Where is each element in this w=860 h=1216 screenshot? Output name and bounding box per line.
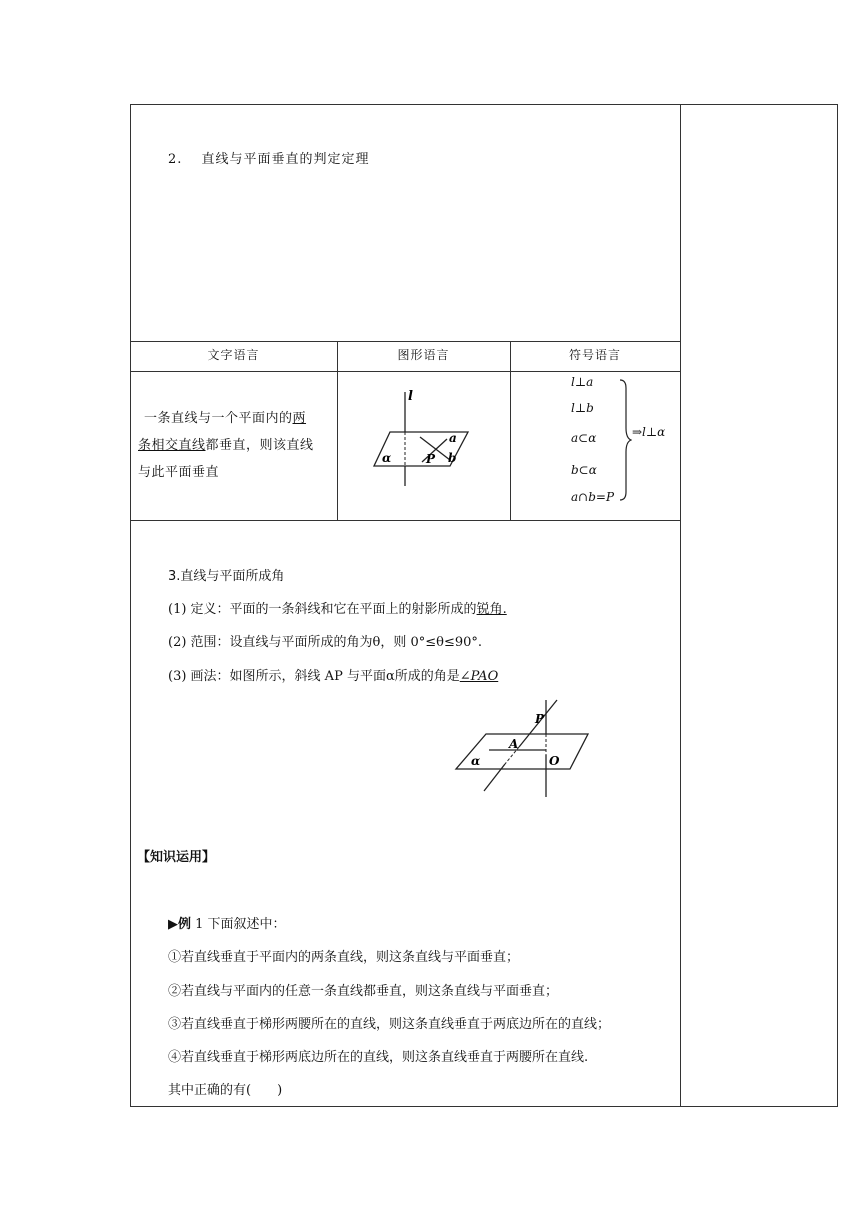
example-1-title: ▶例 1 下面叙述中： bbox=[168, 917, 286, 932]
statement-4: ④若直线垂直于梯形两底边所在的直线，则这条直线垂直于两腰所在直线. bbox=[168, 1050, 589, 1065]
table-col-divider-1 bbox=[337, 341, 338, 521]
section-2-heading: 2. 直线与平面垂直的判定定理 bbox=[168, 152, 370, 167]
table-header-border bbox=[130, 371, 681, 372]
figure1-label-alpha: α bbox=[382, 451, 392, 465]
definition-line: (1) 定义：平面的一条斜线和它在平面上的射影所成的锐角. bbox=[168, 602, 507, 617]
statement-2: ②若直线与平面内的任意一条直线都垂直，则这条直线与平面垂直； bbox=[168, 984, 559, 999]
question-prompt: 其中正确的有( ) bbox=[168, 1083, 283, 1098]
knowledge-application-heading: 【知识运用】 bbox=[137, 850, 216, 865]
section-3-heading: 3.直线与平面所成角 bbox=[168, 569, 285, 584]
symbol-l-perp-b: l⊥b bbox=[571, 401, 594, 415]
table-col-divider-2 bbox=[510, 341, 511, 521]
header-figure-language: 图形语言 bbox=[397, 348, 450, 362]
figure1-label-b: b bbox=[448, 451, 457, 465]
table-bottom-border bbox=[130, 520, 681, 521]
symbol-a-cap-b: a∩b=P bbox=[571, 490, 615, 504]
figure1-label-P: P bbox=[426, 452, 436, 466]
figure2-label-P: P bbox=[535, 712, 545, 726]
perpendicular-theorem-figure bbox=[340, 374, 508, 518]
figure1-label-a: a bbox=[449, 431, 457, 445]
header-symbol-language: 符号语言 bbox=[568, 348, 621, 362]
figure2-label-alpha: α bbox=[471, 754, 481, 768]
figure2-label-A: A bbox=[509, 737, 519, 751]
statement-1: ①若直线垂直于平面内的两条直线，则这条直线与平面垂直； bbox=[168, 950, 520, 965]
symbol-b-subset-alpha: b⊂α bbox=[571, 463, 597, 477]
text-language-cell: 一条直线与一个平面内的两 条相交直线都垂直，则该直线 与此平面垂直 bbox=[138, 411, 314, 480]
figure1-label-l: l bbox=[408, 389, 413, 404]
header-text-language: 文字语言 bbox=[207, 348, 260, 362]
right-brace-icon bbox=[618, 378, 632, 502]
range-line: (2) 范围：设直线与平面所成的角为θ，则 0°≤θ≤90°. bbox=[168, 635, 483, 650]
symbol-a-subset-alpha: a⊂α bbox=[571, 431, 597, 445]
drawing-method-line: (3) 画法：如图所示，斜线 AP 与平面α所成的角是∠PAO bbox=[168, 669, 499, 684]
figure2-label-O: O bbox=[549, 754, 560, 768]
table-top-border bbox=[130, 341, 681, 342]
statement-3: ③若直线垂直于梯形两腰所在的直线，则这条直线垂直于两底边所在的直线； bbox=[168, 1017, 611, 1032]
right-column-divider bbox=[680, 104, 681, 1107]
line-plane-angle-figure bbox=[452, 697, 597, 799]
symbol-conclusion: ⇒l⊥α bbox=[632, 425, 666, 439]
symbol-l-perp-a: l⊥a bbox=[571, 375, 594, 389]
